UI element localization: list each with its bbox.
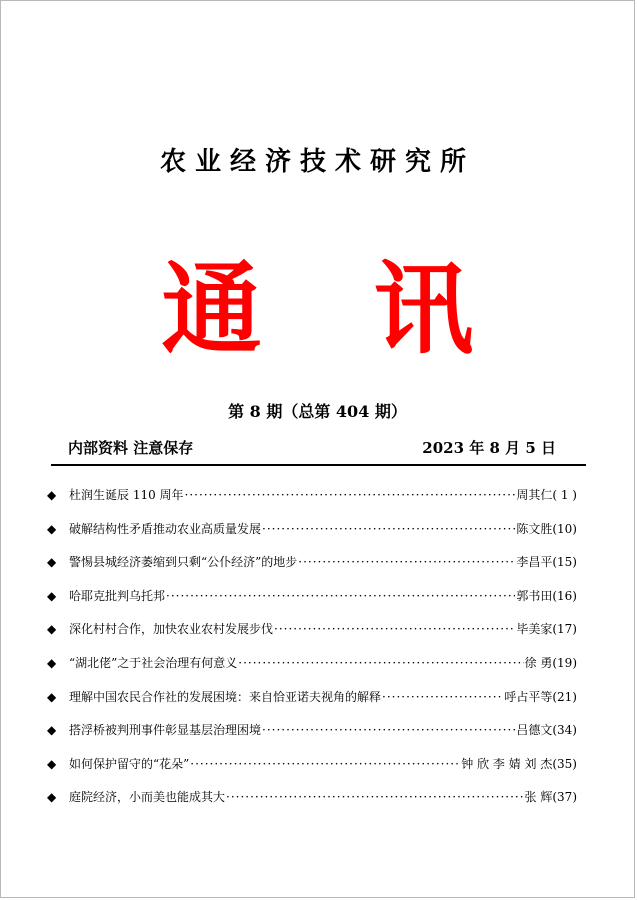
toc-author-page: 钟 欣 李 婧 刘 杰(35) xyxy=(461,756,577,771)
toc-title: 破解结构性矛盾推动农业高质量发展 xyxy=(69,521,262,536)
diamond-bullet-icon: ◆ xyxy=(47,521,57,536)
diamond-bullet-icon: ◆ xyxy=(47,790,57,805)
toc-author-page: 徐 勇(19) xyxy=(524,655,577,670)
leader-dots xyxy=(298,554,515,570)
masthead-char-2: 讯 xyxy=(373,250,474,368)
masthead-title xyxy=(1,229,634,373)
leader-dots xyxy=(262,722,515,738)
toc-item[interactable] xyxy=(47,487,577,521)
toc-author-page: 郭书田(16) xyxy=(516,588,577,603)
institute-name: 农业经济技术研究所 xyxy=(159,147,475,177)
leader-dots xyxy=(226,789,524,805)
toc-item[interactable] xyxy=(47,655,577,689)
toc-title: 深化村村合作，加快农业农村发展步伐 xyxy=(69,622,274,637)
toc-title: 理解中国农民合作社的发展困境：来自恰亚诺夫视角的解释 xyxy=(69,689,382,704)
toc-item[interactable] xyxy=(47,554,577,588)
toc-author-page: 吕德文(34) xyxy=(516,723,577,738)
toc-item[interactable] xyxy=(47,689,577,723)
toc-author-page: 毕美家(17) xyxy=(516,622,577,637)
leader-dots xyxy=(166,588,515,604)
toc-item[interactable] xyxy=(47,756,577,790)
classification-note: 内部资料 注意保存 xyxy=(68,439,194,457)
masthead-char-1: 通 xyxy=(161,250,262,368)
toc-title: 哈耶克批判乌托邦 xyxy=(69,588,166,603)
diamond-bullet-icon: ◆ xyxy=(47,723,57,738)
toc-title: 庭院经济，小而美也能成其大 xyxy=(69,790,226,805)
toc-item[interactable] xyxy=(47,588,577,622)
toc-title: 如何保护留守的“花朵” xyxy=(69,756,190,771)
toc-title: 杜润生诞辰 110 周年 xyxy=(69,488,184,502)
leader-dots xyxy=(190,756,460,772)
toc-item[interactable] xyxy=(47,722,577,756)
toc-title: “湖北佬”之于社会治理有何意义 xyxy=(69,655,238,670)
toc-author-page: 周其仁( 1 ) xyxy=(516,488,577,502)
diamond-bullet-icon: ◆ xyxy=(47,689,57,704)
diamond-bullet-icon: ◆ xyxy=(47,756,57,771)
leader-dots xyxy=(262,521,515,537)
table-of-contents xyxy=(47,487,577,823)
diamond-bullet-icon: ◆ xyxy=(47,622,57,637)
toc-item[interactable] xyxy=(47,521,577,555)
toc-author-page: 张 辉(37) xyxy=(524,790,577,805)
toc-item[interactable] xyxy=(47,789,577,823)
diamond-bullet-icon: ◆ xyxy=(47,488,57,502)
leader-dots xyxy=(238,655,523,671)
toc-title: 警惕县城经济萎缩到只剩“公仆经济”的地步 xyxy=(69,555,298,570)
toc-author-page: 李昌平(15) xyxy=(516,555,577,570)
publication-date: 2023 年 8 月 5 日 xyxy=(422,439,556,457)
toc-title: 搭浮桥被判刑事件彰显基层治理困境 xyxy=(69,723,262,738)
leader-dots xyxy=(274,621,515,637)
toc-author-page: 呼占平等(21) xyxy=(504,689,577,704)
diamond-bullet-icon: ◆ xyxy=(47,588,57,603)
toc-item[interactable] xyxy=(47,621,577,655)
toc-author-page: 陈文胜(10) xyxy=(516,521,577,536)
issue-number: 第 8 期（总第 404 期） xyxy=(228,402,407,421)
leader-dots xyxy=(382,689,503,705)
leader-dots xyxy=(185,487,516,503)
diamond-bullet-icon: ◆ xyxy=(47,555,57,570)
diamond-bullet-icon: ◆ xyxy=(47,655,57,670)
header-divider xyxy=(51,464,586,466)
